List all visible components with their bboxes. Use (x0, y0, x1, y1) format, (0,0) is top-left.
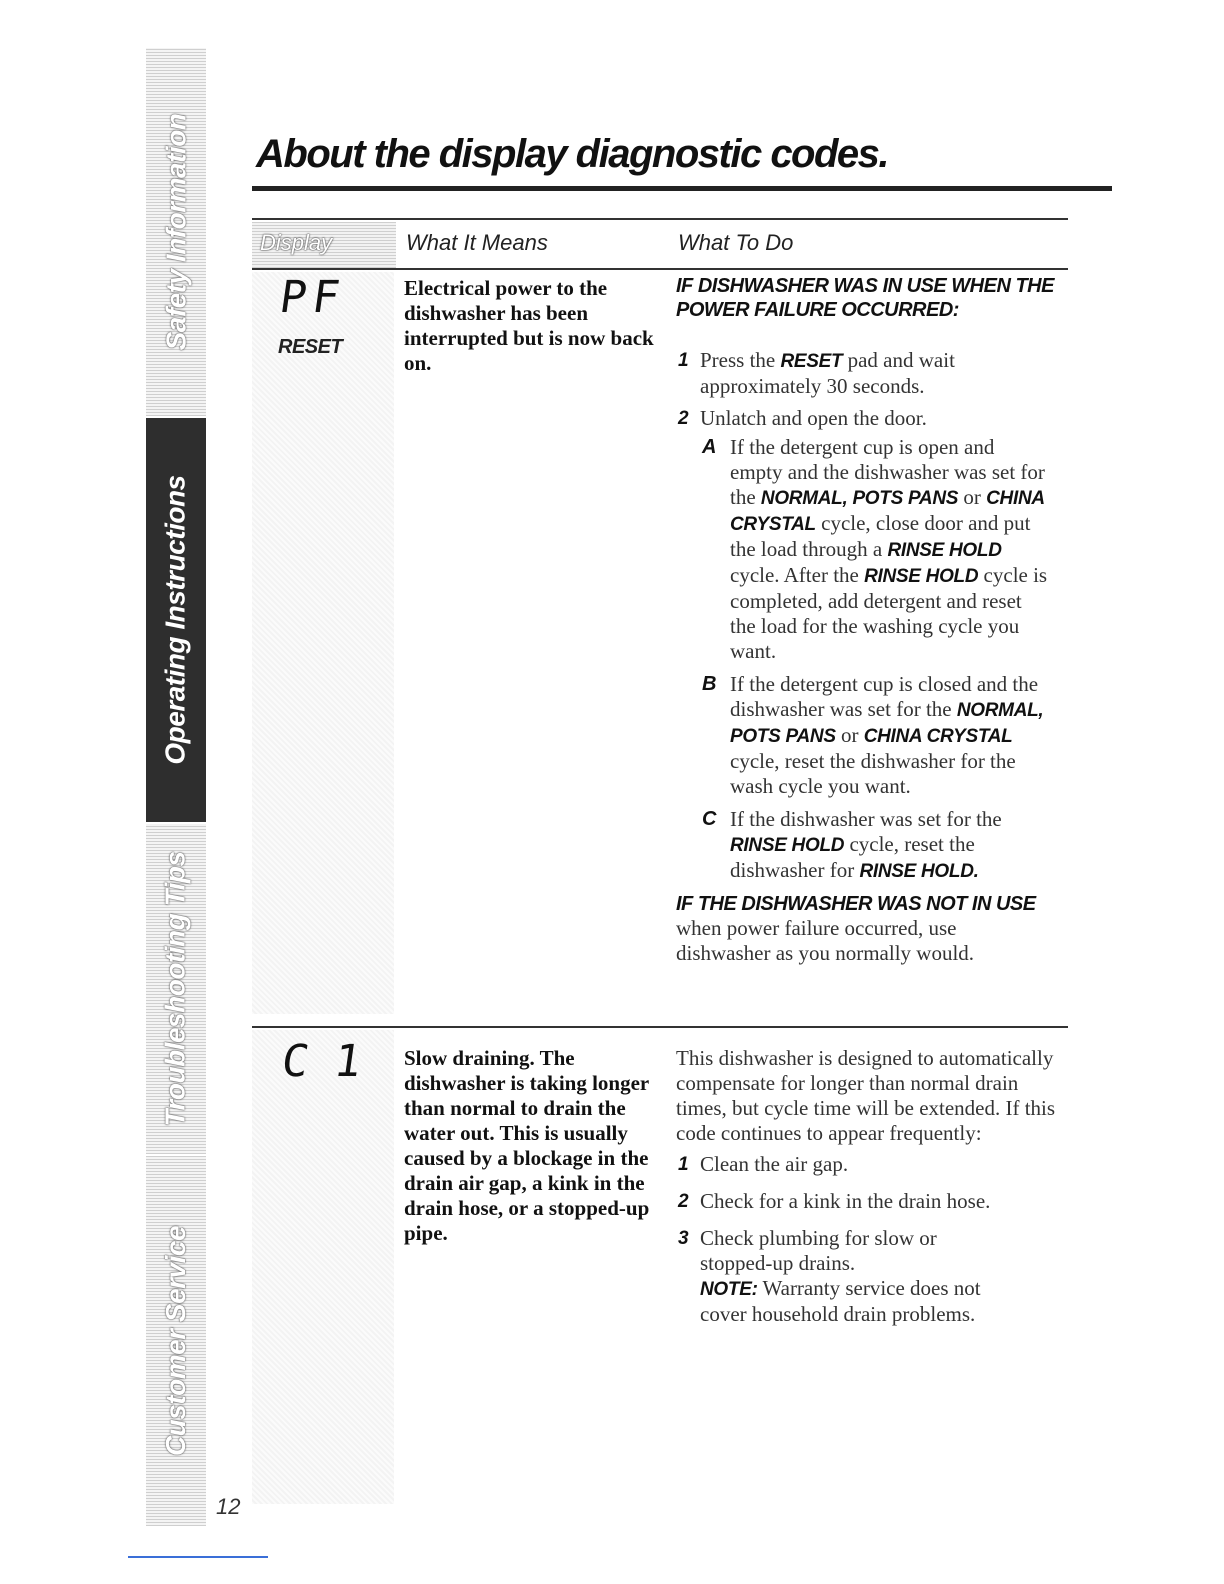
section-tabs (146, 48, 206, 1526)
todo-text: when power failure occurred, use dishwasher as you normally would. (676, 916, 975, 965)
step-number: 1 (678, 350, 689, 371)
page-link-underline[interactable] (128, 1556, 268, 1558)
title-divider (252, 186, 1112, 191)
tab-label: Troubleshooting Tips (160, 851, 191, 1127)
substep-text: cycle, reset the dishwasher for (730, 832, 975, 882)
keyword: RINSE HOLD (730, 835, 845, 856)
keyword: RINSE HOLD (864, 566, 979, 587)
keyword: CHINA CRYSTAL (863, 726, 1013, 747)
tab-customer-service[interactable] (146, 1156, 206, 1528)
substep-letter: B (702, 673, 717, 695)
substep-text: If the detergent cup is open and empty and the dishwasher was set for the (730, 435, 1045, 509)
step-text: Check for a kink in the drain hose. (700, 1189, 991, 1213)
substep-text: If the detergent cup is closed and the dishwasher was set for the (730, 672, 1039, 721)
step-number: 2 (678, 1191, 689, 1212)
todo-heading: IF DISHWASHER WAS IN USE WHEN THE POWER FAILURE OCCURRED: (676, 275, 1054, 321)
step-text: Clean the air gap. (700, 1152, 849, 1176)
note-label: NOTE: (700, 1279, 758, 1300)
display-column-shading (252, 1030, 394, 1504)
display-column-shading (252, 272, 394, 1014)
keyword: NORMAL, POTS PANS (730, 700, 1044, 747)
tab-troubleshooting-tips[interactable] (146, 824, 206, 1156)
todo-note (676, 1276, 1030, 1327)
tab-label: Operating Instructions (160, 475, 191, 765)
step-number: 2 (678, 408, 689, 429)
header-rule (252, 268, 1068, 270)
step-number: 1 (678, 1154, 689, 1175)
todo-step (676, 406, 1076, 431)
tab-safety-information[interactable] (146, 48, 206, 418)
display-code-pf: PF (276, 272, 349, 323)
substep-text: cycle. After the (730, 563, 865, 587)
table-top-rule (252, 218, 1068, 220)
keyword: CHINA CRYSTAL (730, 488, 1045, 535)
todo-step (676, 1152, 1076, 1177)
todo-substep (676, 435, 1048, 664)
todo-pf (676, 274, 1076, 966)
substep-text: or (958, 485, 987, 509)
step-text: Unlatch and open the door. (700, 406, 927, 430)
page-title: About the display diagnostic codes. (256, 132, 889, 176)
meaning-c1: Slow draining. The dishwasher is taking longer than normal to drain the water out. This is usually caused by a blockage in the drain air gap, a kink in the drain hose, or a stopped-up pipe. (404, 1046, 650, 1245)
keyword: RESET (780, 351, 843, 372)
header-what-to-do: What To Do (678, 230, 794, 255)
todo-c1 (676, 1046, 1076, 1327)
note-text: Warranty service does not cover household drain problems. (700, 1276, 981, 1326)
step-number: 3 (678, 1228, 689, 1249)
todo-step (676, 1226, 1000, 1276)
tab-label: Customer Service (160, 1225, 192, 1457)
row-divider (252, 1026, 1068, 1028)
substep-text: cycle is completed, add detergent and reset the load for the washing cycle you want. (730, 563, 1048, 663)
substep-letter: A (702, 436, 717, 458)
todo-step (676, 348, 1076, 399)
todo-step (676, 1189, 1076, 1214)
keyword: RINSE HOLD (887, 540, 1002, 561)
todo-substep (676, 672, 1048, 799)
page-number: 12 (216, 1494, 241, 1519)
substep-letter: C (702, 808, 717, 830)
keyword: RINSE HOLD. (859, 861, 979, 882)
tab-label: Safety Information (160, 113, 191, 351)
header-what-it-means: What It Means (406, 230, 548, 255)
display-code-reset: RESET (278, 336, 343, 358)
tab-operating-instructions[interactable] (146, 418, 206, 824)
meaning-pf: Electrical power to the dishwasher has been interrupted but is now back on. (404, 276, 654, 375)
todo-substep (676, 807, 1048, 884)
substep-text: If the dishwasher was set for the (730, 807, 1002, 831)
todo-text: This dishwasher is designed to automatically compensate for longer than normal drain times, but cycle time will be extended. If this code continues to appear frequently: (676, 1046, 1056, 1145)
keyword: NORMAL, POTS PANS (760, 488, 959, 509)
header-display-label: Display (260, 230, 333, 255)
substep-text: or (835, 723, 864, 747)
todo-heading: IF THE DISHWASHER WAS NOT IN USE (676, 893, 1036, 915)
display-code-c1: C1 (278, 1036, 391, 1087)
substep-text: cycle, reset the dishwasher for the wash cycle you want. (730, 749, 1016, 798)
header-display (252, 222, 396, 268)
substep-text: cycle, close door and put the load through a (730, 511, 1031, 561)
step-text: pad and wait approximately 30 seconds. (700, 348, 955, 398)
step-text: Press the (700, 348, 781, 372)
step-text: Check plumbing for slow or stopped-up drains. (700, 1226, 937, 1275)
